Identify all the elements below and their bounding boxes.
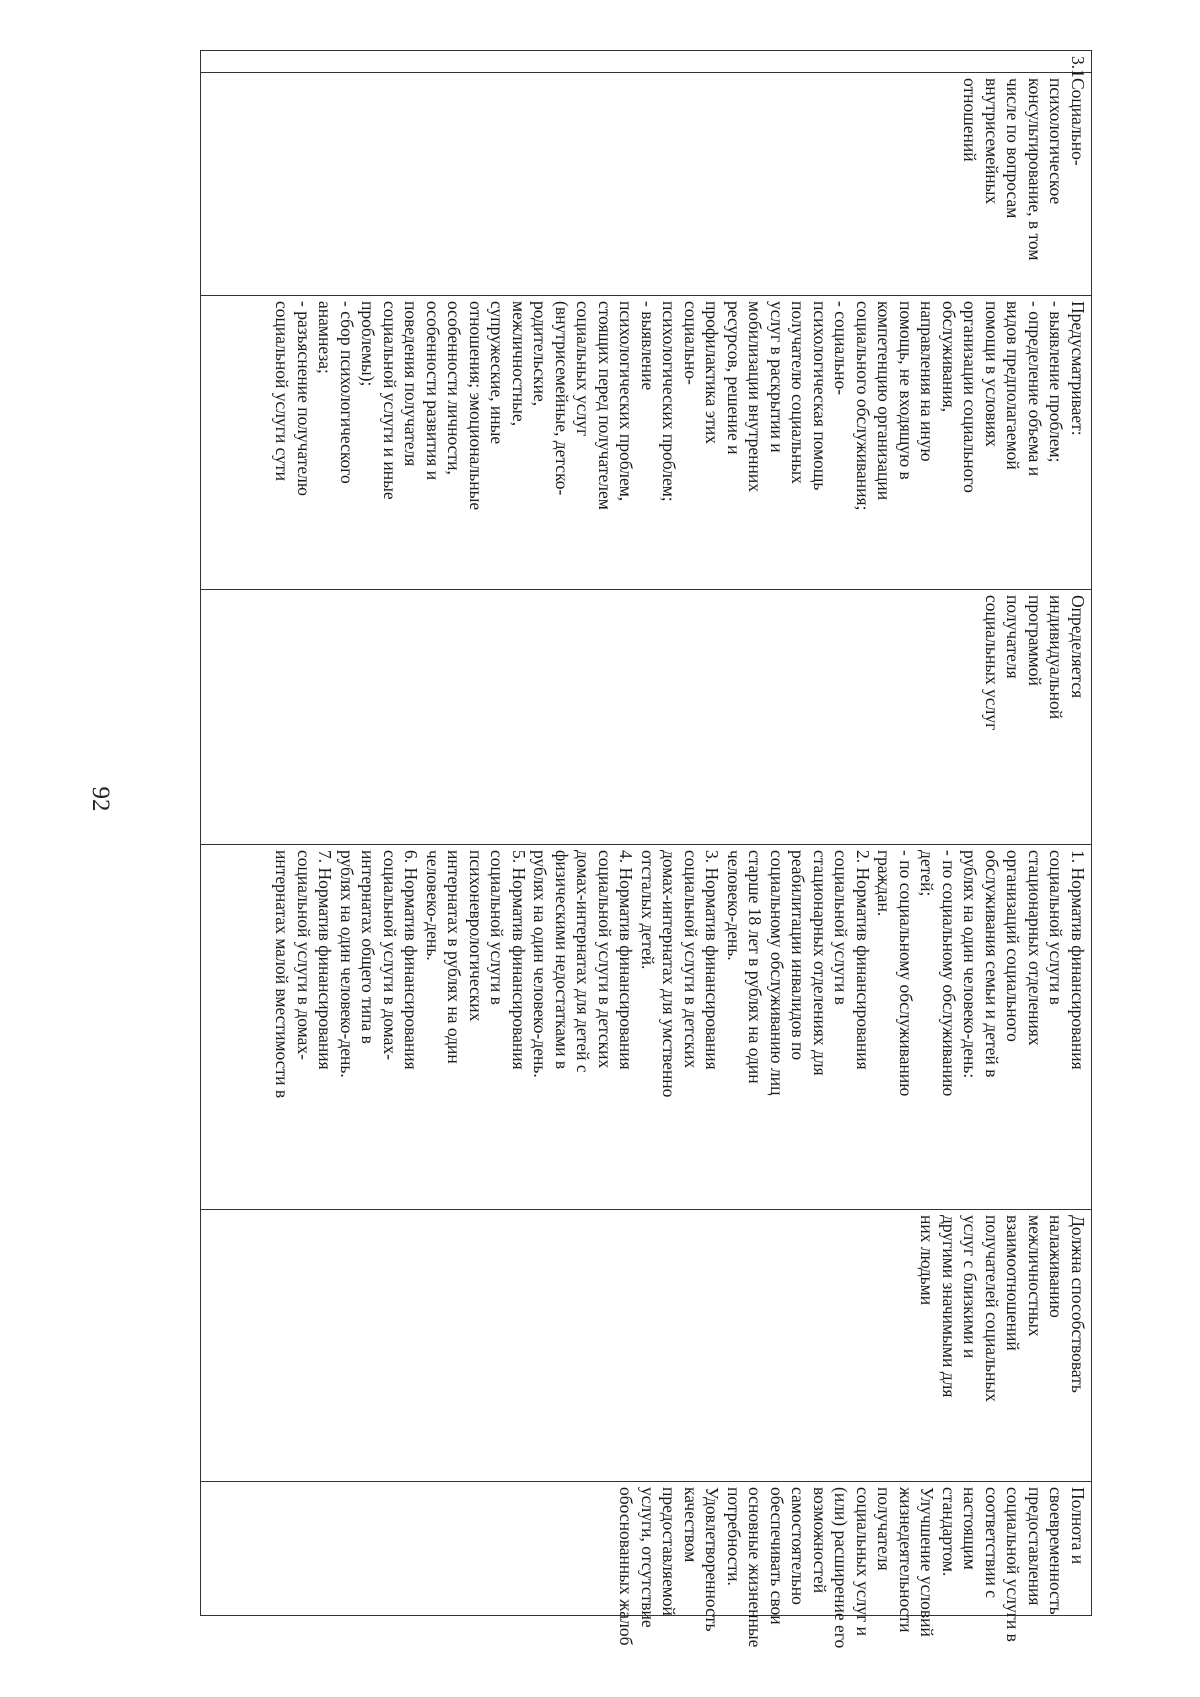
cell-text-line: отсталых детей. (638, 850, 658, 970)
cell-text-line: физическими недостатками в (552, 850, 572, 1070)
cell-text-line: стоящих перед получателем (595, 301, 615, 510)
cell-text-line: социально- (681, 301, 701, 385)
cell-text-line: услуг в раскрытии и (767, 301, 787, 453)
service-standard-table (200, 50, 1092, 1649)
row-number: 3.1 (1068, 56, 1088, 78)
cell-text-line: помощи в условиях (982, 301, 1002, 447)
cell-text-line: соответствии с (982, 1487, 1002, 1599)
cell-text-line: родительские, (530, 301, 551, 407)
cell-text-line: домах-интернатах для детей с (573, 850, 594, 1073)
cell-text-line: социальных услуг (573, 301, 594, 437)
cell-text-line: услуги, отсутствие (638, 1487, 658, 1628)
cell-text-line: старше 18 лет в рублях на один (745, 850, 766, 1084)
cell-text-line: анамнеза; (315, 301, 336, 374)
cell-text-line: другими значимыми для (939, 1215, 959, 1398)
row-number-cell (201, 51, 1092, 78)
cell-text-line: индивидуальной (1046, 595, 1067, 720)
table-row (201, 51, 1092, 1616)
cell-text-line: компетенцию организации (874, 301, 895, 501)
cell-text-line: профилактика этих (702, 301, 723, 445)
cell-text-line: налаживанию (1046, 1215, 1067, 1318)
cell-text-line: 6. Норматив финансирования (401, 850, 422, 1070)
cell-text-line: - социально- (831, 301, 852, 396)
cell-text-line: - выявление (638, 301, 658, 391)
cell-text-line: интернатах в рублях на один (444, 850, 465, 1064)
cell-text-line: взаимоотношений (1003, 1215, 1024, 1351)
cell-text-line: своевременность (1046, 1487, 1067, 1615)
cell-text-line: отношения; эмоциональные (466, 301, 486, 511)
cell-text-line: Предусматривает: (1068, 301, 1088, 436)
quality-cell (201, 1482, 1092, 1649)
cell-text-line: человеко-день. (423, 850, 443, 961)
cell-text-line: 5. Норматив финансирования (509, 850, 529, 1070)
cell-text-line: - по социальному обслуживанию (896, 850, 916, 1097)
cell-text-line: интернатах малой вместимости в (272, 850, 293, 1099)
cell-text-line: предоставляемой (659, 1487, 680, 1616)
cell-text-line: получателей социальных (982, 1215, 1002, 1402)
cell-text-line: (внутрисемейные, детско- (552, 301, 572, 496)
cell-text-line: социальной услуги в (1003, 1487, 1024, 1642)
cell-text-line: социальной услуги в домах- (294, 850, 314, 1060)
cell-text-line: организации социального (960, 301, 981, 493)
cell-text-line: домах-интернатах для умственно (659, 850, 680, 1098)
cell-text-line: числе по вопросам (1003, 78, 1024, 219)
cell-text-line: основные жизненные (745, 1487, 766, 1648)
cell-text-line: Определяется (1068, 595, 1088, 699)
cell-text-line: стационарных отделениях (1025, 850, 1045, 1046)
cell-text-line: услуг с близкими и (960, 1215, 981, 1359)
cell-text-line: Социально- (1068, 78, 1088, 166)
cell-text-line: 1. Норматив финансирования (1068, 850, 1088, 1070)
cell-text-line: межличностных (1025, 1215, 1045, 1337)
cell-text-line: - по социальному обслуживанию (939, 850, 959, 1097)
cell-text-line: консультирование, в том (1025, 78, 1045, 261)
cell-text-line: программой (1025, 595, 1045, 686)
cell-text-line: обслуживания, (939, 301, 959, 413)
cell-text-line: них людьми (917, 1215, 938, 1306)
rotated-table-wrapper (200, 50, 1092, 1649)
cell-text-line: социальной услуги в детских (595, 850, 615, 1069)
cell-text-line: стационарных отделениях для (810, 850, 830, 1076)
cell-text-line: жизнедеятельности (896, 1487, 916, 1633)
cell-text-line: (или) расширение его (831, 1487, 852, 1649)
cell-text-line: - сбор психологического (337, 301, 357, 484)
cell-text-line: Улучшение условий (917, 1487, 938, 1637)
cell-text-line: особенности личности, (444, 301, 465, 475)
cell-text-line: - разъяснение получателю (294, 301, 314, 496)
cell-text-line: социальному обслуживанию лиц (767, 850, 787, 1096)
cell-text-line: отношений (960, 78, 981, 162)
cell-text-line: получателя (874, 1487, 895, 1571)
cell-text-line: поведения получателя (401, 301, 422, 467)
cell-text-line: рублях на один человеко-день. (337, 850, 357, 1078)
cell-text-line: 4. Норматив финансирования (616, 850, 637, 1070)
cell-text-line: социальной услуги сути (272, 301, 293, 481)
cell-text-line: социальных услуг (982, 595, 1002, 731)
cell-text-line: социальной услуги в (1046, 850, 1067, 1005)
cell-text-line: Удовлетворенность (702, 1487, 723, 1632)
cell-text-line: 7. Норматив финансирования (315, 850, 336, 1070)
cell-text-line: граждан. (874, 850, 895, 917)
cell-text-line: рублях на один человеко-день: (960, 850, 981, 1079)
cell-text-line: социальной услуги в (831, 850, 852, 1005)
cell-text-line: 3. Норматив финансирования (702, 850, 723, 1070)
cell-text-line: настоящим (960, 1487, 981, 1570)
cell-text-line: 2. Норматив финансирования (853, 850, 873, 1070)
cell-text-line: обслуживания семьи и детей в (982, 850, 1002, 1078)
cell-text-line: возможностей (810, 1487, 830, 1594)
conditions-cell (201, 1210, 1092, 1482)
description-cell (201, 296, 1092, 590)
cell-text-line: организаций социального (1003, 850, 1024, 1042)
cell-text-line: психологическая помощь (810, 301, 830, 491)
cell-text-line: интернатах общего типа в (358, 850, 379, 1044)
volume-cell (201, 590, 1092, 845)
cell-text-line: предоставления (1025, 1487, 1045, 1606)
cell-text-line: супружеские, иные (487, 301, 508, 445)
cell-text-line: психологическое (1046, 78, 1067, 205)
cell-text-line: получателя (1003, 595, 1024, 679)
cell-text-line: социальной услуги в (487, 850, 508, 1005)
cell-text-line: самостоятельно (788, 1487, 809, 1605)
cell-text-line: рублях на один человеко-день. (530, 850, 551, 1078)
page-number: 92 (87, 786, 114, 812)
cell-text-line: помощь, не входящую в (896, 301, 916, 480)
cell-text-line: внутрисемейных (982, 78, 1002, 205)
cell-text-line: психологических проблем; (659, 301, 680, 502)
cell-text-line: - определение объема и (1025, 301, 1045, 477)
financing-cell (201, 845, 1092, 1210)
cell-text-line: детей; (917, 850, 938, 897)
cell-text-line: социальной услуги в детских (681, 850, 701, 1069)
cell-text-line: обеспечивать свои (767, 1487, 787, 1625)
cell-text-line: психоневрологических (466, 850, 486, 1022)
cell-text-line: социального обслуживания; (853, 301, 873, 511)
cell-text-line: особенности развития и (423, 301, 443, 481)
cell-text-line: реабилитации инвалидов по (788, 850, 809, 1061)
cell-text-line: межличностные, (509, 301, 529, 427)
cell-text-line: человеко-день. (724, 850, 744, 961)
cell-text-line: потребности. (724, 1487, 744, 1586)
cell-text-line: психологических проблем, (616, 301, 637, 502)
cell-text-line: направления на иную (917, 301, 938, 462)
cell-text-line: социальной услуги в домах- (380, 850, 400, 1060)
cell-text-line: видов предполагаемой (1003, 301, 1024, 470)
cell-text-line: Полнота и (1068, 1487, 1088, 1565)
cell-text-line: Должна способствовать (1068, 1215, 1088, 1393)
cell-text-line: социальных услуг и (853, 1487, 873, 1637)
cell-text-line: мобилизации внутренних (745, 301, 766, 492)
cell-text-line: проблемы); (358, 301, 379, 387)
cell-text-line: получателю социальных (788, 301, 809, 484)
cell-text-line: - выявление проблем; (1046, 301, 1067, 463)
cell-text-line: ресурсов, решение и (724, 301, 744, 455)
cell-text-line: социальной услуги и иные (380, 301, 400, 500)
service-name-cell (201, 73, 1092, 296)
cell-text-line: стандартом. (939, 1487, 959, 1577)
cell-text-line: обоснованных жалоб (616, 1487, 637, 1646)
cell-text-line: качеством (681, 1487, 701, 1563)
